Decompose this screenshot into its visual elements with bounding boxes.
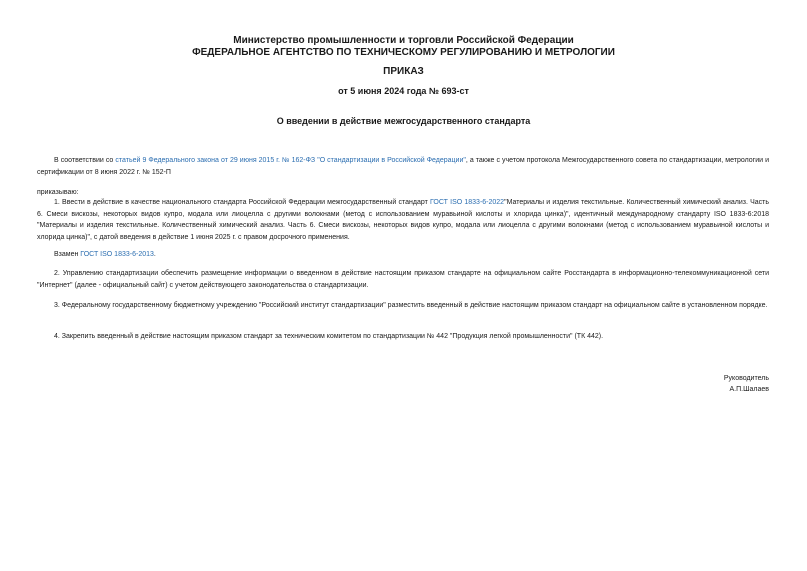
gost-2022-link[interactable]: ГОСТ ISO 1833-6-2022 bbox=[430, 199, 505, 206]
replace-text-start: Взамен bbox=[54, 251, 81, 258]
signatory-name: А.П.Шалаев bbox=[729, 386, 769, 393]
item-1-text-end: "Материалы и изделия текстильные. Количественный химический анализ. Часть 6. Смеси вискозы, некоторых видов купро, модала или лиоцелла с другими волокнами (метод с использованием муравьиной кислоты и хлорида цинка)", идентичный международному стандарту ISO 1833-6:2018 "Материалы и изделия текстильные. Количественный химический анализ. Часть 6. Смеси вискозы, некоторых видов купро, модала или лиоцелла с другими волокнами (метод с использованием муравьиной кислоты и хлорида цинка)", с датой введения в действие 1 июня 2025 г. с правом досрочного применения. bbox=[37, 199, 770, 241]
document-type: ПРИКАЗ bbox=[383, 66, 424, 77]
replace-text-end: . bbox=[153, 251, 156, 258]
item-2-paragraph: 2. Управлению стандартизации обеспечить размещение информации о введенном в действие настоящим приказом стандарте на официальном сайте Росстандарта в информационно-телекоммуникационной сети "Интернет" (далее - официальный сайт) с учетом действующего законодательства о стандартизации. bbox=[37, 270, 769, 289]
item-3-paragraph: 3. Федеральному государственному бюджетному учреждению "Российский институт стандартизации" разместить введенный в действие настоящим приказом стандарт на официальном сайте в установленном порядке. bbox=[54, 302, 768, 309]
agency-name: ФЕДЕРАЛЬНОЕ АГЕНТСТВО ПО ТЕХНИЧЕСКОМУ РЕГУЛИРОВАНИЮ И МЕТРОЛОГИИ bbox=[192, 47, 615, 58]
preamble-text-end: , а также с учетом протокола Межгосударственного совета по стандартизации, метрологии и сертификации от 8 июня 2022 г. № 152-П bbox=[37, 157, 769, 176]
gost-2013-link[interactable]: ГОСТ ISO 1833-6-2013 bbox=[80, 251, 154, 258]
replace-paragraph bbox=[37, 249, 769, 261]
signatory-position: Руководитель bbox=[723, 375, 769, 382]
preamble-paragraph bbox=[37, 155, 769, 178]
item-1-text-start: 1. Ввести в действие в качестве национального стандарта Российской Федерации межгосударственный стандарт bbox=[54, 199, 431, 206]
item-1-paragraph bbox=[37, 197, 769, 243]
federal-law-link[interactable]: статьей 9 Федерального закона от 29 июня 2015 г. № 162-ФЗ "О стандартизации в Российской Федерации" bbox=[115, 157, 466, 164]
order-word: приказываю: bbox=[37, 189, 79, 196]
item-4-paragraph: 4. Закрепить введенный в действие настоящим приказом стандарт за техническим комитетом по стандартизации № 442 "Продукция легкой промышленности" (ТК 442). bbox=[54, 333, 604, 340]
document-subject: О введении в действие межгосударственного стандарта bbox=[276, 116, 531, 126]
document-date: от 5 июня 2024 года № 693-ст bbox=[338, 86, 469, 96]
preamble-text-start: В соответствии со bbox=[54, 157, 116, 164]
ministry-name: Министерство промышленности и торговли Российской Федерации bbox=[233, 35, 574, 46]
